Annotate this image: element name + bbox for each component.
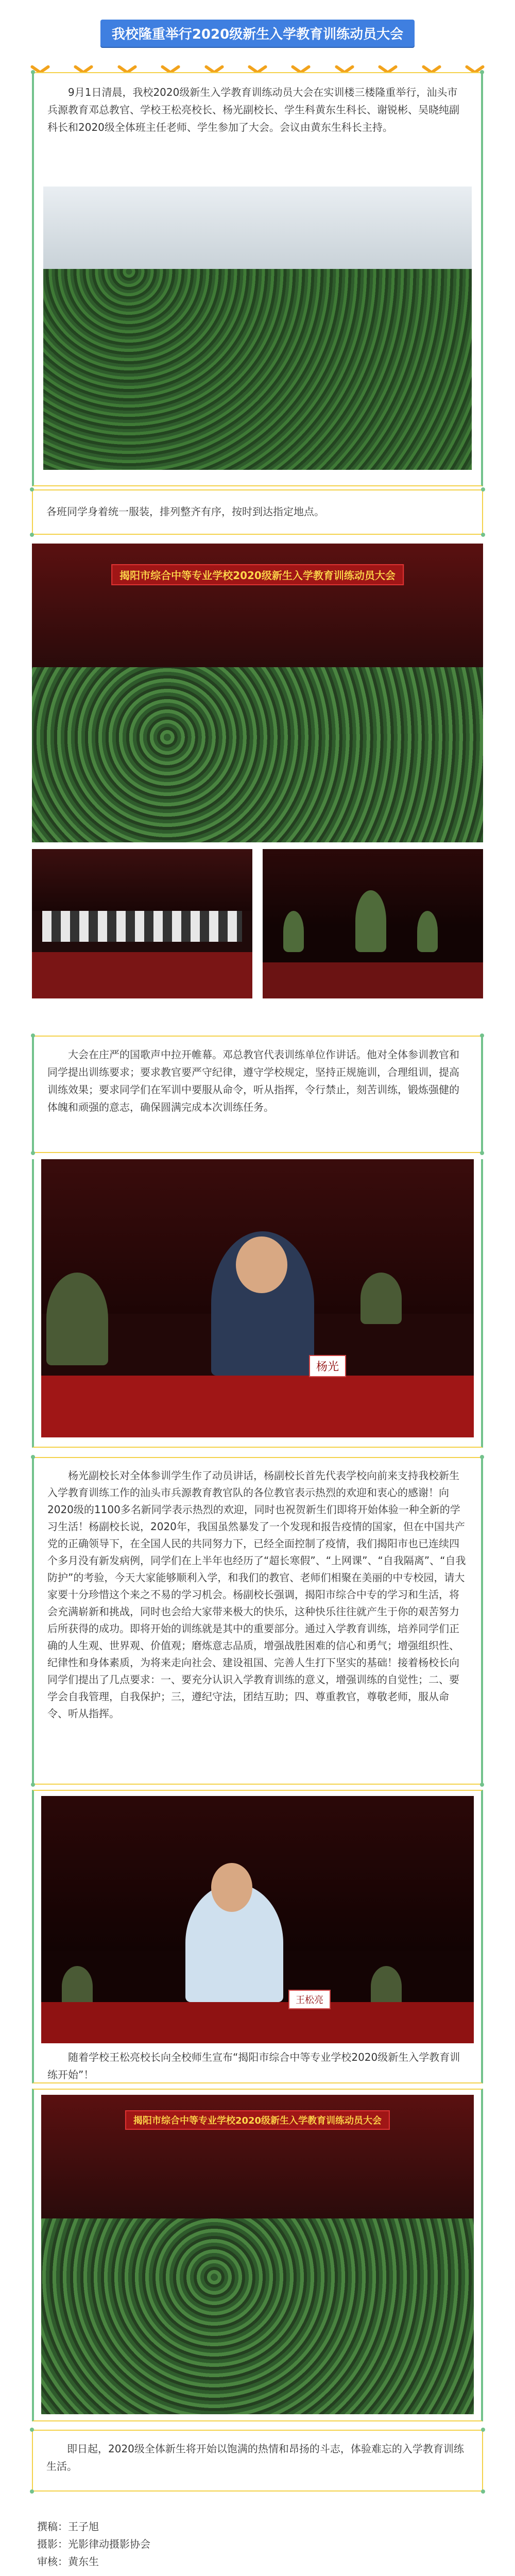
credits: [37, 2518, 150, 2570]
instructor-figure: [417, 911, 438, 952]
photo-frame-yang: [32, 1159, 483, 1448]
stage-people-row: [42, 911, 242, 942]
corner-dot: [31, 1455, 35, 1459]
intro-panel: [32, 72, 483, 486]
speaker-table: [41, 1376, 474, 1437]
photo-assembly-hall: [43, 187, 472, 470]
instructor-figure: [283, 911, 304, 952]
corner-dot: [480, 70, 484, 74]
stage-backdrop: [32, 849, 252, 911]
speaker-head: [211, 1863, 252, 1912]
speaker-table: [41, 2002, 474, 2043]
page-title: 我校隆重举行2020级新生入学教育训练动员大会: [100, 20, 415, 47]
stage-table: [263, 962, 483, 998]
auditorium-stage: [32, 544, 483, 667]
photo-stage-instructors: [263, 849, 483, 998]
corner-dot: [480, 1455, 484, 1459]
corner-dot: [481, 487, 485, 492]
closing-paragraph: 即日起，2020级全体新生将开始以饱满的热情和昂扬的斗志，体验难忘的入学教育训练生活。: [46, 2443, 464, 2472]
corner-dot: [481, 2428, 485, 2432]
caption-text-1: 各班同学身着统一服装，排列整齐有序，按时到达指定地点。: [46, 505, 324, 518]
instructor-figure: [360, 1273, 402, 1324]
corner-dot: [30, 2428, 34, 2432]
speaker-head: [236, 1236, 287, 1293]
speech-panel-1: [32, 1036, 483, 1153]
closing-panel: [32, 2430, 483, 2492]
speech-paragraph-1: 大会在庄严的国歌声中拉开帷幕。邓总教官代表训练单位作讲话。他对全体参训教官和同学提出训练要求；要求教官要严守纪律，遵守学校规定，坚持正规施训，合理组训，提高训练效果；要求同学们在军训中要服从命令，听从指挥，令行禁止，刻苦训练，锻炼强健的体魄和顽强的意志，确保圆满完成本次训练任务。: [47, 1048, 459, 1113]
auditorium-banner: 揭阳市综合中等专业学校2020级新生入学教育训练动员大会: [111, 564, 404, 585]
corner-dot: [31, 1783, 35, 1787]
instructor-figure: [355, 890, 386, 952]
photo-frame-wang: [32, 1790, 483, 2083]
audience-crowd: [41, 2218, 474, 2414]
credit-writer: 撰稿：王子旭: [37, 2520, 99, 2533]
corner-dot: [31, 1151, 35, 1155]
photo-auditorium-final: [41, 2095, 474, 2414]
photo-frame-final: [32, 2089, 483, 2421]
photo-auditorium: [32, 544, 483, 842]
photo-wang-speaking: [41, 1796, 474, 2043]
corner-dot: [30, 2489, 34, 2494]
photo-yang-speaking: [41, 1159, 474, 1437]
corner-dot: [31, 1033, 35, 1038]
corner-dot: [30, 487, 34, 492]
corner-dot: [481, 533, 485, 537]
instructor-figure: [371, 1966, 402, 2007]
instructor-figure: [46, 1273, 108, 1365]
instructor-figure: [62, 1966, 93, 2007]
announcement-paragraph: 随着学校王松亮校长向全校师生宣布“揭阳市综合中等专业学校2020级新生入学教育训练开始”！: [47, 2051, 460, 2081]
photo-stage-leaders: [32, 849, 252, 998]
corner-dot: [480, 1783, 484, 1787]
audience-crowd: [32, 667, 483, 842]
corner-dot: [31, 70, 35, 74]
corner-dot: [30, 533, 34, 537]
title-area: [0, 0, 515, 47]
speech-panel-2: [32, 1457, 483, 1785]
hall-ceiling: [43, 187, 472, 269]
corner-dot: [481, 2489, 485, 2494]
speech-paragraph-2: 杨光副校长对全体参训学生作了动员讲话，杨副校长首先代表学校向前来支持我校新生入学教育训练工作的汕头市兵源教育教官队的各位教官表示热烈的欢迎和衷心的感谢！向2020级的1100多名新同学表示热烈的欢迎，同时也祝贺新生们即将开始体验一种全新的学习生活！杨副校长说，2020年，我国虽然暴发了一个发现和报告疫情的国家，但在中国共产党的正确领导下，在全国人民的共同努力下，已经全面控制了疫情，我们揭阳市也已连续四个多月没有新发病例，同学们在上半年也经历了“超长寒假”、“上网课”、“自我隔离”、“自我防护”的考验，今天大家能够顺利入学，和我们的教官、老师们相聚在美丽的中专校园，请大家要十分珍惜这个来之不易的学习机会。杨副校长强调，揭阳市综合中专的学习和生活，将会充满崭新和挑战，同时也会给大家带来极大的快乐，这种快乐往往就产生于你的艰苦努力后所获得的成功。即将开始的训练就是其中的重要部分。通过入学教育训练，培养同学们正确的人生观、世界观、价值观；磨炼意志品质，增强战胜困难的信心和勇气；增强组织性、纪律性和身体素质，为将来走向社会、建设祖国、完善人生打下坚实的基础！接着杨校长向同学们提出了几点要求：一、要充分认识入学教育训练的意义，增强训练的自觉性；二、要学会自我管理，自我保护；三，遵纪守法，团结互助；四、尊重教官，尊敬老师，服从命令、听从指挥。: [47, 1469, 466, 1720]
credit-review: 审核：黄东生: [37, 2555, 99, 2568]
credit-photo: 摄影：光影律动摄影协会: [37, 2538, 150, 2550]
caption-panel-1: [32, 489, 483, 535]
nameplate-wang: 王松亮: [288, 1990, 331, 2009]
nameplate-yang: 杨光: [309, 1355, 346, 1377]
auditorium-banner: 揭阳市综合中等专业学校2020级新生入学教育训练动员大会: [125, 2110, 390, 2130]
corner-dot: [480, 1151, 484, 1155]
stage-table: [32, 952, 252, 998]
intro-paragraph: 9月1日清晨，我校2020级新生入学教育训练动员大会在实训楼三楼隆重举行，汕头市兵源教育邓总教官、学校王松亮校长、杨光副校长、学生科黄东生科长、谢锐彬、吴晓纯副科长和2020级全体班主任老师、学生参加了大会。会议由黄东生科长主持。: [47, 86, 459, 133]
corner-dot: [480, 1033, 484, 1038]
